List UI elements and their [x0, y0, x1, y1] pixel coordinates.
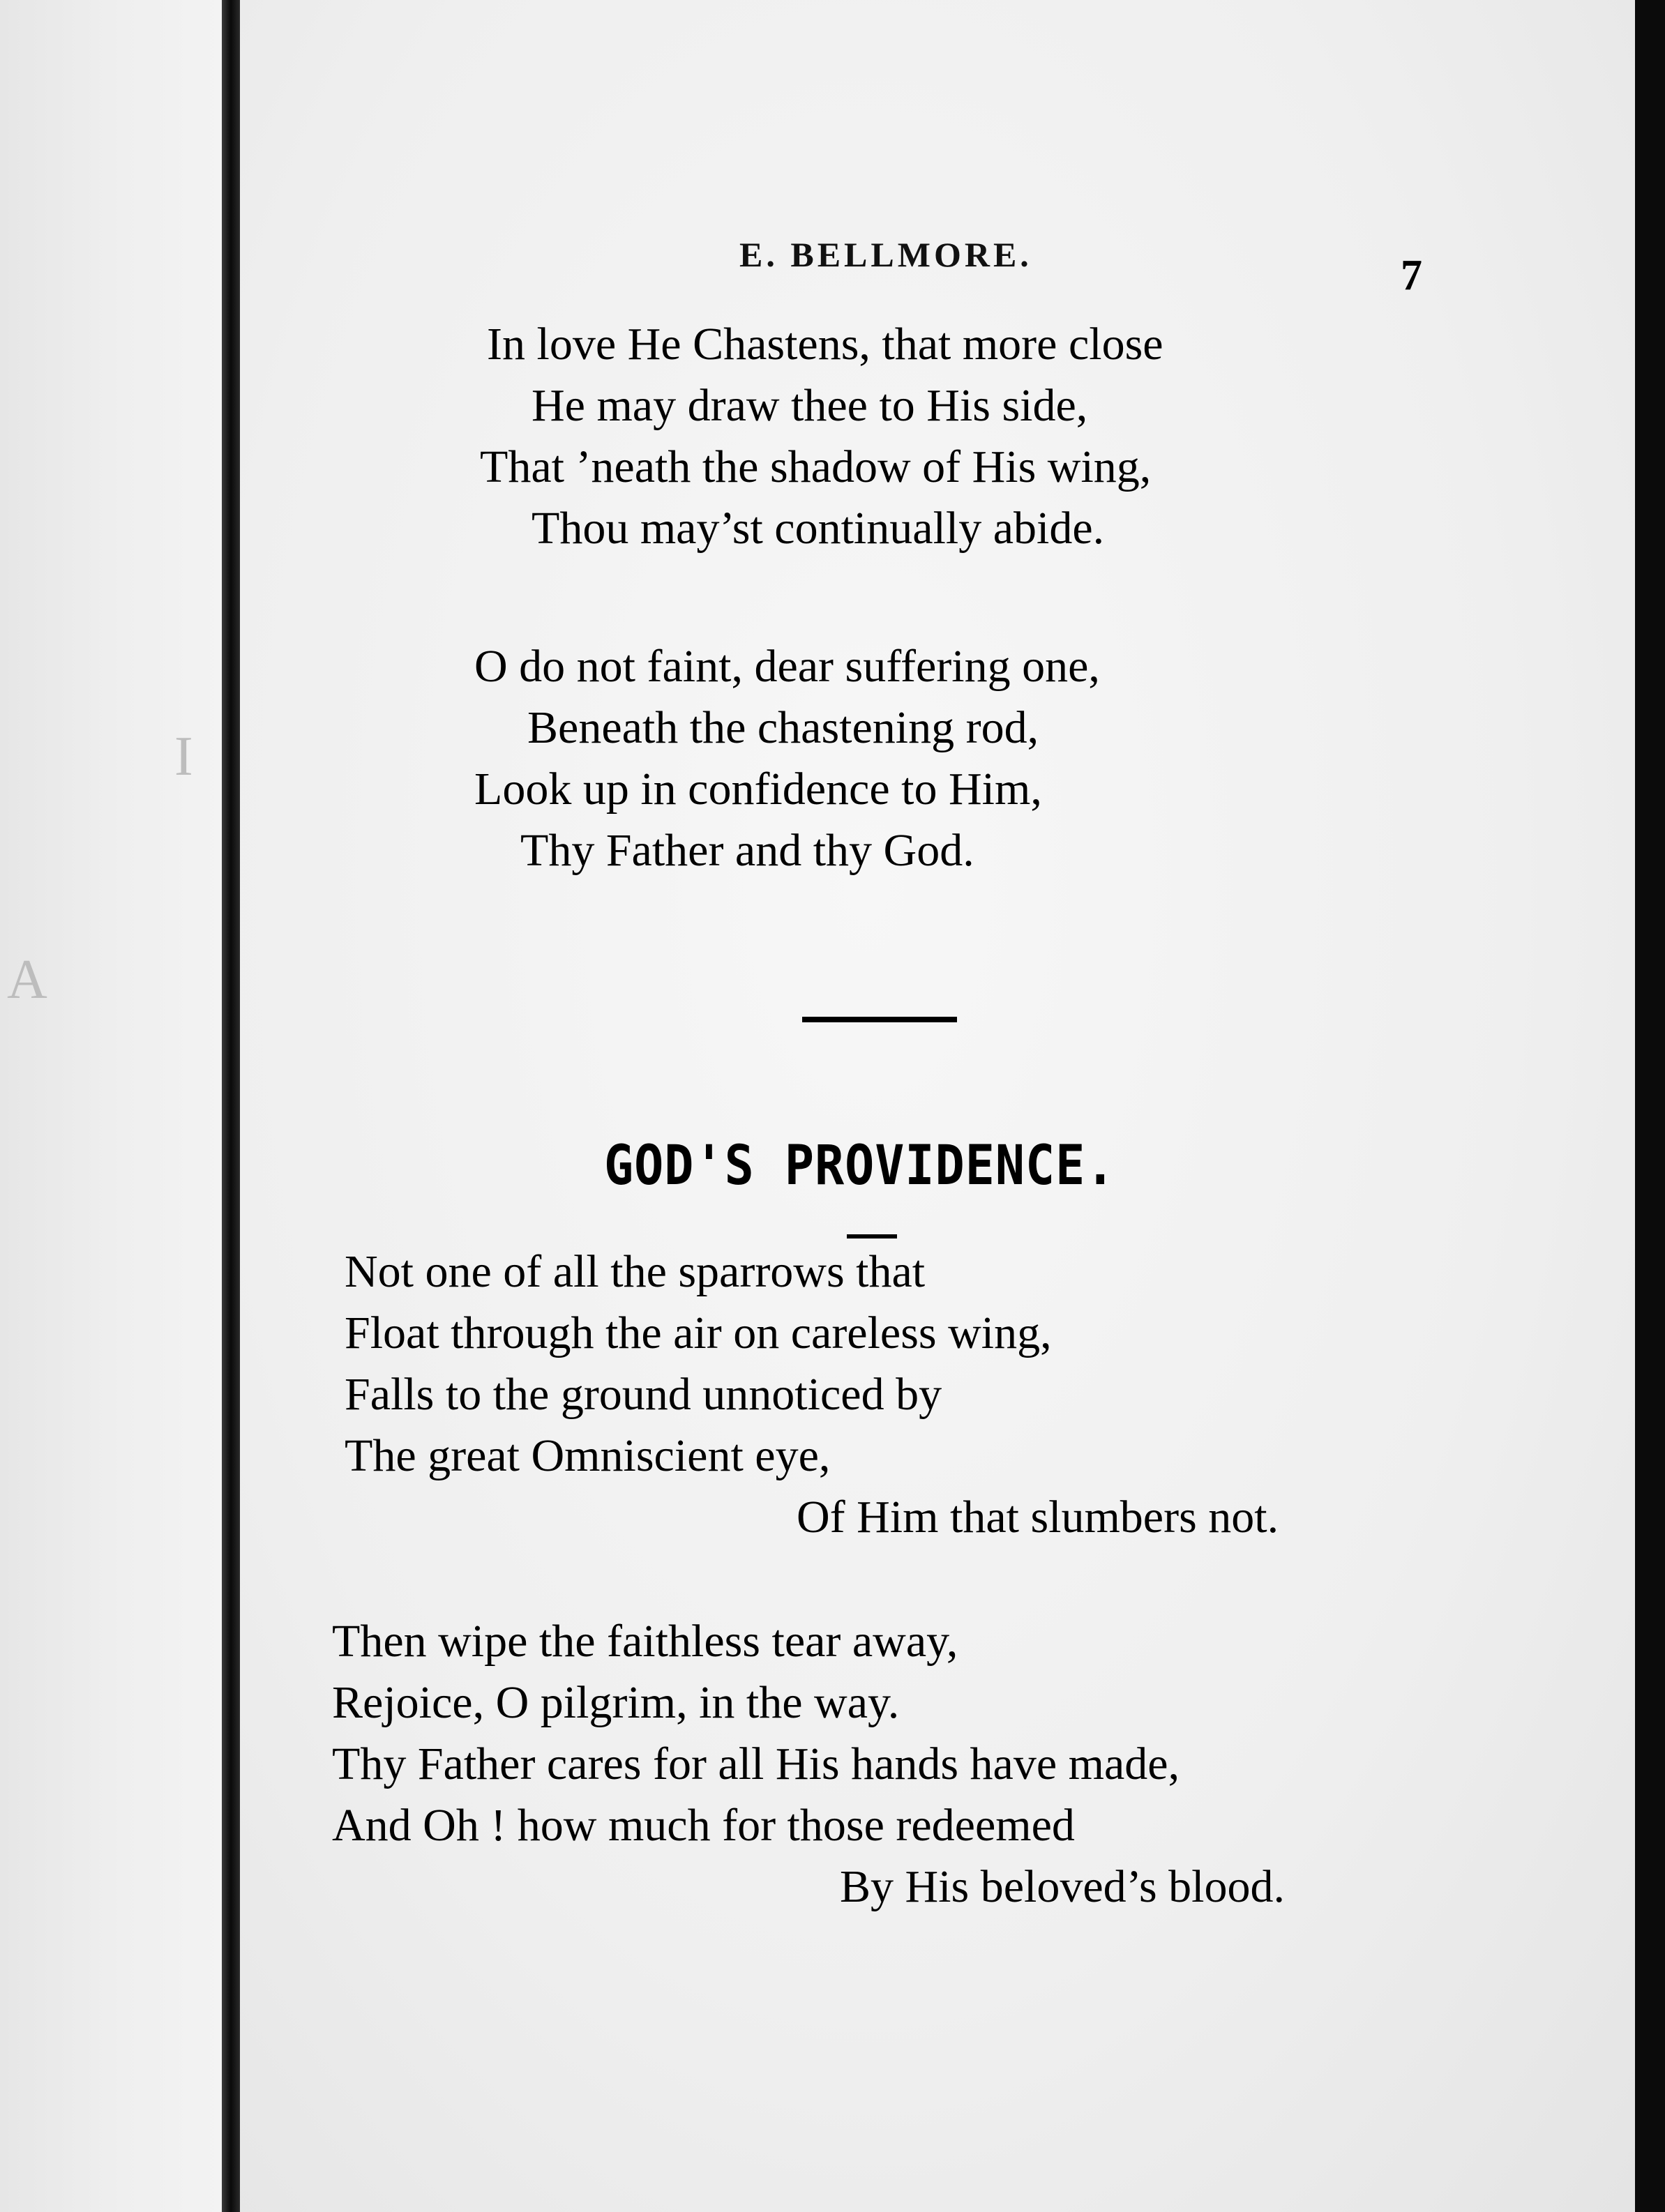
stanza-1 — [480, 314, 1163, 559]
poem-line: Not one of all the sparrows that — [345, 1246, 926, 1297]
poem-line: By His beloved’s blood. — [840, 1861, 1285, 1912]
poem-line: He may draw thee to His side, — [532, 380, 1088, 431]
poem-line: In love He Chastens, that more close — [487, 319, 1163, 370]
poem-line: O do not faint, dear suffering one, — [474, 641, 1100, 692]
previous-page-mark: A — [7, 949, 47, 1010]
section-divider — [802, 1017, 957, 1022]
poem-line: Of Him that slumbers not. — [797, 1492, 1279, 1543]
poem-title: GOD'S PROVIDENCE. — [604, 1133, 1116, 1197]
stanza-3 — [345, 1241, 1279, 1548]
poem-line: Thy Father and thy God. — [520, 825, 974, 876]
page-right-edge — [1635, 0, 1665, 2212]
poem-line: Falls to the ground unnoticed by — [345, 1369, 942, 1420]
poem-line: Thy Father cares for all His hands have made, — [332, 1738, 1180, 1789]
poem-line: Beneath the chastening rod, — [527, 702, 1039, 753]
title-rule — [847, 1234, 897, 1238]
previous-page-edge — [0, 0, 222, 2212]
poem-line: That ’neath the shadow of His wing, — [480, 441, 1152, 492]
poem-line: Float through the air on careless wing, — [345, 1308, 1052, 1358]
poem-line: And Oh ! how much for those redeemed — [332, 1800, 1075, 1851]
poem-line: Then wipe the faithless tear away, — [332, 1616, 958, 1667]
running-header: E. BELLMORE. — [739, 235, 1032, 274]
page-gutter — [222, 0, 240, 2212]
page-number: 7 — [1401, 252, 1422, 299]
poem-line: Rejoice, O pilgrim, in the way. — [332, 1677, 900, 1728]
stanza-2 — [474, 636, 1100, 881]
previous-page-mark: I — [174, 726, 193, 787]
stanza-4 — [332, 1611, 1285, 1918]
poem-line: Thou may’st continually abide. — [532, 503, 1105, 554]
poem-line: Look up in confidence to Him, — [474, 764, 1042, 815]
poem-line: The great Omniscient eye, — [345, 1430, 831, 1481]
